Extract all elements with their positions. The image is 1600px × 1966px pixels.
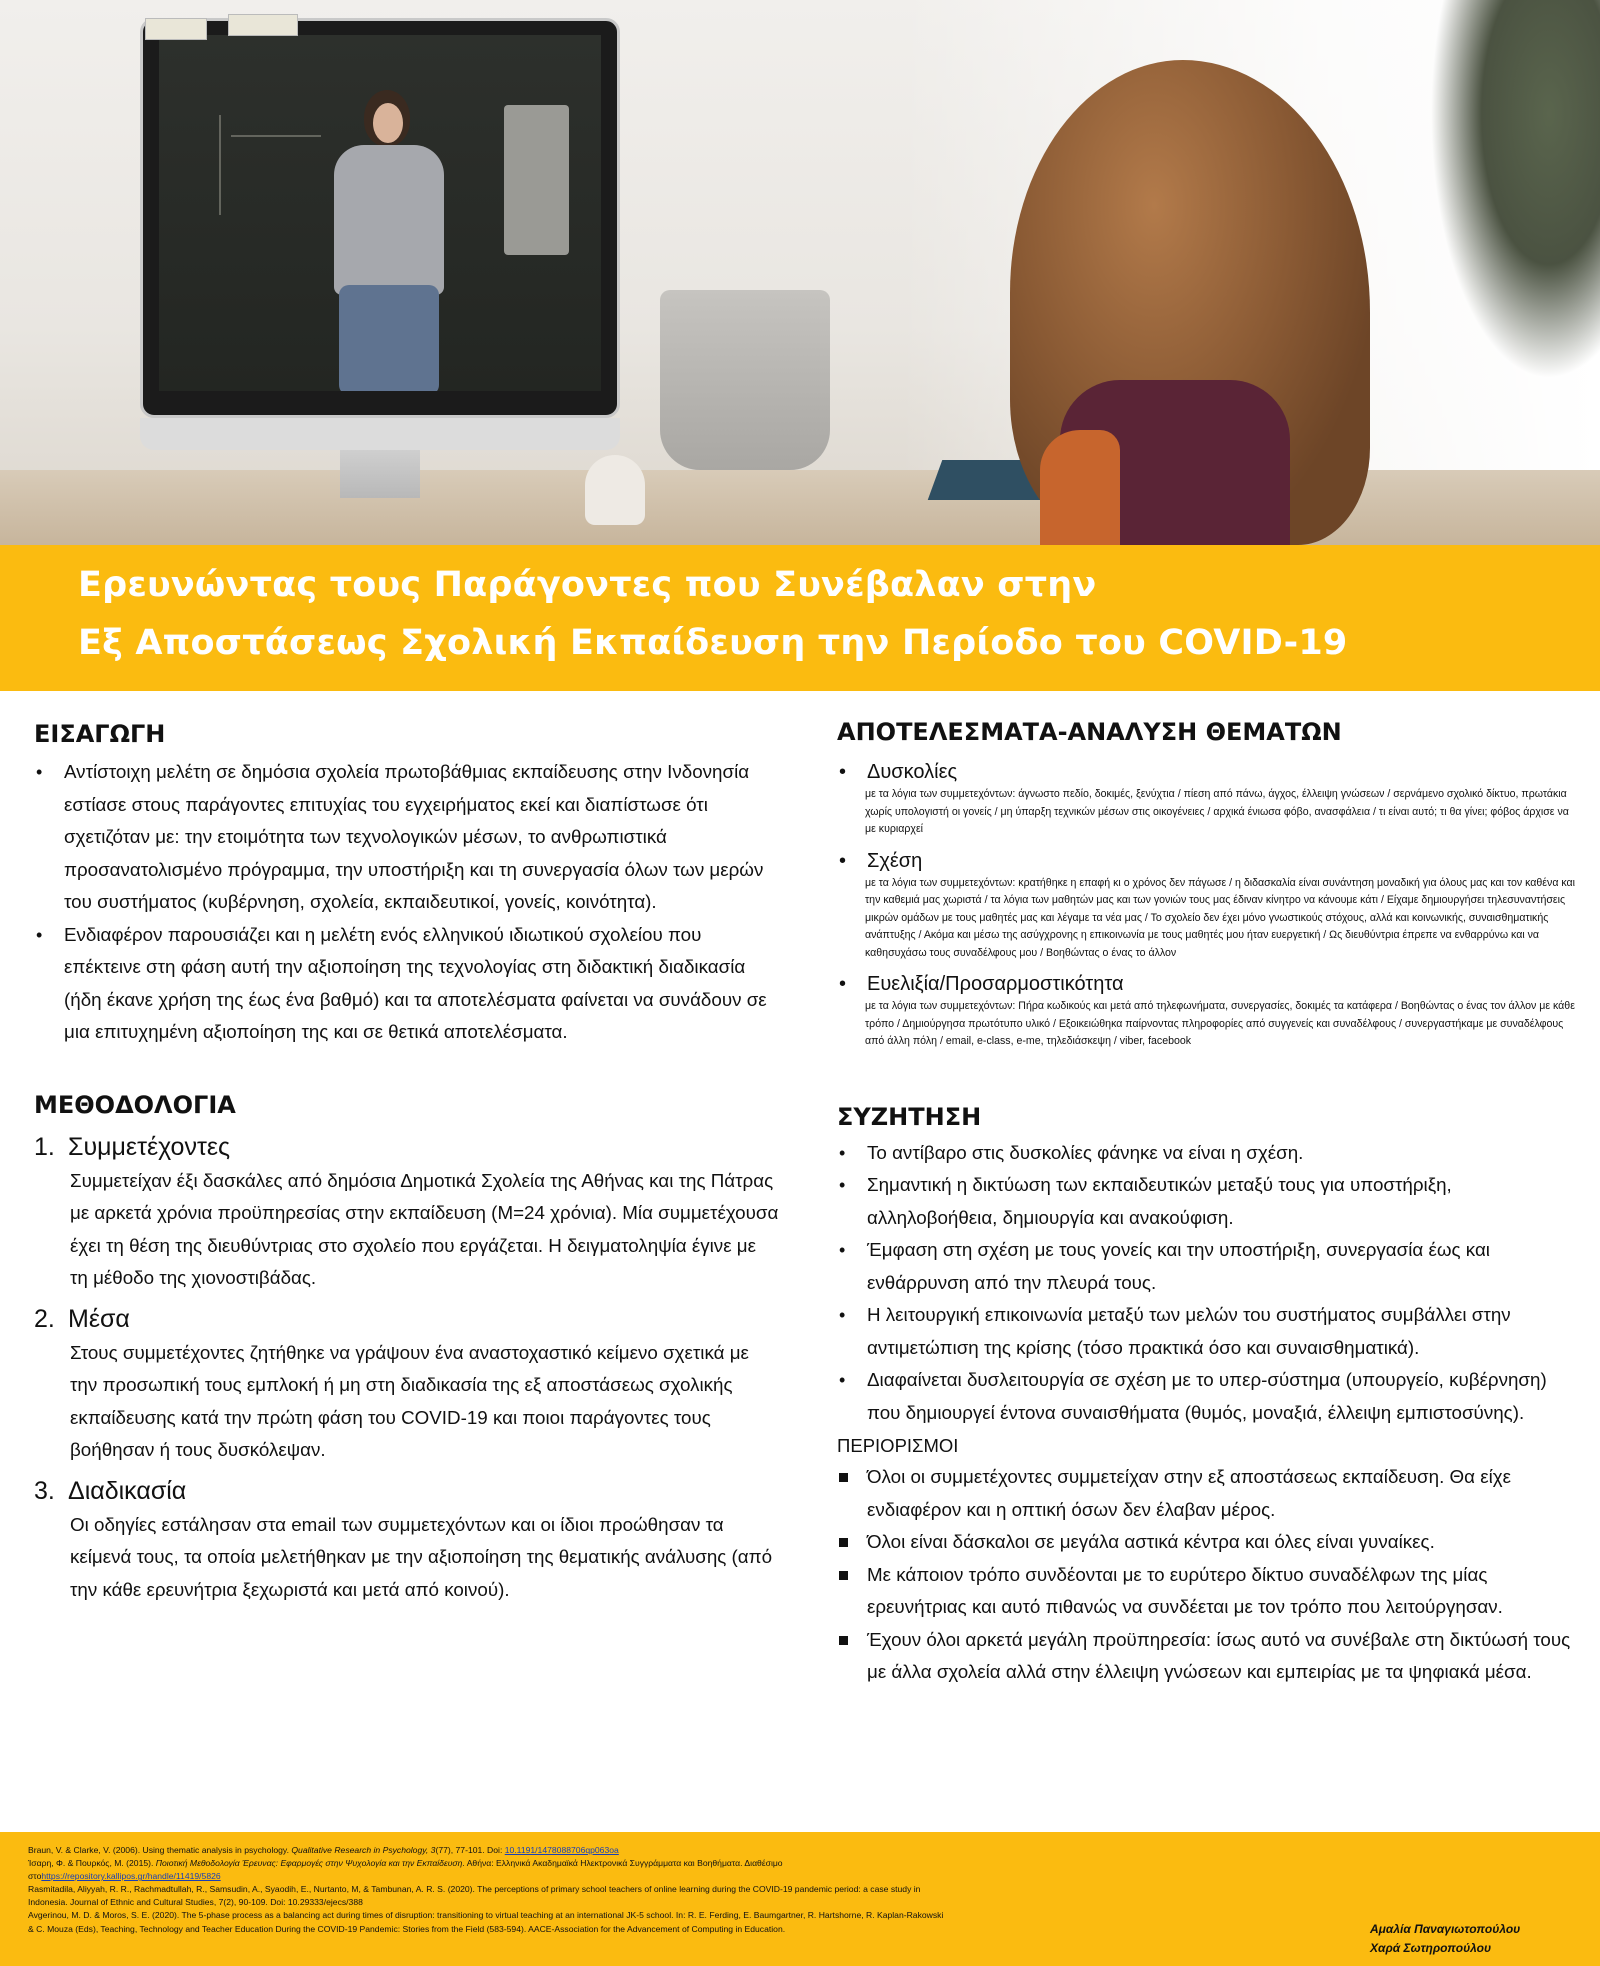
bullet-icon: • <box>36 762 43 782</box>
monitor-stand <box>340 450 420 498</box>
footer-band <box>0 1832 1600 1966</box>
reference-4: Avgerinou, M. D. & Moros, S. E. (2020). The 5-phase process as a balancing act during times of disruption: transitioning to virtual teaching at an international JK-5 school. In: R. E. Ferding, E. Baumgartner, R. Hartshorne, R. Kaplan-Rakowski <box>28 1910 944 1921</box>
intro-bullet-1: Αντίστοιχη μελέτη σε δημόσια σχολεία πρωτοβάθμιας εκπαίδευσης στην Ινδονησία εστίασε στους παράγοντες επιτυχίας του εγχειρήματος εκεί και διαπίστωσε ότι σχετιζόταν με: την ετοιμότητα των τεχνολογικών μέσων, το ανθρωπιστικά προσανατολισμένο πρόγραμμα, την υποστήριξη και τη συνεργασία όλων των μερών του συστήματος (κυβέρνηση, σχολεία, εκπαιδευτικοί, γονείς, κοινότητα). <box>64 761 764 912</box>
reference-1 <box>28 1844 1348 1857</box>
method-item-heading <box>34 1129 779 1165</box>
reference-text: Braun, V. & Clarke, V. (2006). Using thematic analysis in psychology. <box>28 1845 292 1855</box>
theme-quote: με τα λόγια των συμμετεχόντων: άγνωστο πεδίο, δοκιμές, ξενύχτια / πίεση από πάνω, άγχος, έλλειψη γνώσεων / σερνάμενο σχολικό δίκτυο, πρωτάκια χωρίς υπολογιστή οι γονείς / μη ύπαρξη τεχνικών μέσων στις οικογένειες / αρχικά ένιωσα φόβο, ανασφάλεια / τι είναι αυτό; τι θα γίνει; φόβος άρχισε να με κυριαρχεί <box>865 788 1569 835</box>
reference-journal: Qualitative Research in Psychology, 3 <box>291 1845 436 1855</box>
intro-bullet-2: Ενδιαφέρον παρουσιάζει και η μελέτη ενός ελληνικού ιδιωτικού σχολείου που επέκτεινε στη φάση αυτή την αξιοποίηση της τεχνολογίας στη διδακτική διαδικασία (ήδη έκανε χρήση της έως ένα βαθμό) και τα αποτελέσματα φαίνεται να συνάδουν σε μια επιτυχημένη αξιοποίηση της και σε θετικά αποτελέσματα. <box>64 923 767 1042</box>
limits-list <box>837 1461 1582 1689</box>
bullet-icon: • <box>839 1175 846 1195</box>
poster-title-line-2: Εξ Αποστάσεως Σχολική Εκπαίδευση την Περίοδο του COVID-19 <box>78 623 1348 663</box>
reference-text: (77), 77-101. Doi: <box>435 1845 505 1855</box>
method-item-title: Συμμετέχοντες <box>68 1132 231 1161</box>
felt-basket <box>660 290 830 470</box>
method-item-number: 3. <box>34 1476 55 1505</box>
method-item-body: Στους συμμετέχοντες ζητήθηκε να γράψουν ένα αναστοχαστικό κείμενο σχετικά με την προσωπική τους εμπλοκή ή μη στη διαδικασία της εξ αποστάσεως σχολικής εκπαίδευσης κατά την πρώτη φάση του COVID-19 και ποιοι παράγοντες τους βοήθησαν ή τους δυσκόλεψαν. <box>70 1341 749 1460</box>
reference-text: . Αθήνα: Ελληνικά Ακαδημαϊκά Ηλεκτρονικά Συγγράμματα και Βοηθήματα. Διαθέσιμο <box>462 1858 783 1869</box>
teacher-face <box>373 103 403 143</box>
bullet-icon: • <box>839 1305 846 1325</box>
method-item-heading <box>34 1473 779 1509</box>
authors <box>1370 1920 1580 1958</box>
computer-monitor <box>140 18 620 498</box>
reference-title: Ποιοτική Μεθοδολογία Έρευνας: Εφαρμογές στην Ψυχολογία και την Εκπαίδευση <box>155 1858 463 1869</box>
repository-link[interactable]: https://repository.kallipos.gr/handle/11419/5826 <box>41 1871 221 1882</box>
reference-4-cont: & C. Mouza (Eds), Teaching, Technology and Teacher Education During the COVID-19 Pandemic: Stories from the Field (583-594). AACE-Association for the Advancement of Computing in Education. <box>28 1923 786 1934</box>
list-item <box>837 1461 1582 1526</box>
intro-heading: ΕΙΣΑΓΩΓΗ <box>34 720 166 748</box>
square-bullet-icon <box>839 1473 848 1482</box>
method-item-title: Μέσα <box>68 1304 130 1333</box>
discussion-bullet-4: Η λειτουργική επικοινωνία μεταξύ των μελών του συστήματος συμβάλλει στην αντιμετώπιση της κρίσης (τόσο πρακτικά όσο και συναισθηματικά). <box>867 1304 1511 1358</box>
limit-item-1: Όλοι οι συμμετέχοντες συμμετείχαν στην εξ αποστάσεως εκπαίδευση. Θα είχε ενδιαφέρον και η οπτική όσων δεν έλαβαν μέρος. <box>867 1466 1511 1520</box>
theme-quote: με τα λόγια των συμμετεχόντων: κρατήθηκε η επαφή κι ο χρόνος δεν πάγωσε / η διδασκαλία είναι συνάντηση μοναδική για όλους μας και τον καθένα και την καθεμιά μας χωριστά / τα λόγια των μαθητών μας και των γονιών τους μας έδιναν κίνητρο να κάνουμε κάτι / Είχαμε δημιουργήσει τηλεσυναντήσεις μικρών ομάδων με τους μαθητές μας και λέγαμε τα νέα μας / Το σχολείο δεν έχει μόνο γνωστικούς στόχους, αλλά και κοινωνικής, συναισθηματικής ανάπτυξης / Ακόμα και μέσω της ασύγχρονης η επικοινωνία με τους μαθητές μου ήταν ευεργετική / Ως διευθύντρια έπρεπε να ενθαρρύνω και να καθησυχάσω τους συναδέλφους μου / Βοηθώντας ο ένας το άλλον <box>865 876 1576 959</box>
square-bullet-icon <box>839 1636 848 1645</box>
discussion-bullet-5: Διαφαίνεται δυσλειτουργία σε σχέση με το υπερ-σύστημα (υπουργείο, κυβέρνηση) που δημιουργεί έντονα συναισθήματα (θυμός, μοναξιά, έλλειψη εμπιστοσύνης). <box>867 1369 1547 1423</box>
desk-lamp <box>585 455 645 525</box>
method-item-title: Διαδικασία <box>68 1476 187 1505</box>
method-item-number: 1. <box>34 1132 55 1161</box>
discussion-bullet-2: Σημαντική η δικτύωση των εκπαιδευτικών μεταξύ τους για υποστήριξη, αλληλοβοήθεια, δημιουργία και ανακούφιση. <box>867 1174 1452 1228</box>
method-item-instruments <box>34 1301 779 1467</box>
theme-difficulties <box>837 758 1582 839</box>
teacher-legs <box>339 285 439 391</box>
limit-item-2: Όλοι είναι δάσκαλοι σε μεγάλα αστικά κέντρα και όλες είναι γυναίκες. <box>867 1531 1435 1552</box>
sticky-note-1 <box>145 18 207 40</box>
theme-flexibility <box>837 970 1582 1051</box>
list-item <box>34 756 779 919</box>
reference-text: Ίσαρη, Φ. & Πουρκός, Μ. (2015). <box>28 1858 156 1869</box>
theme-heading <box>837 970 1582 998</box>
list-item <box>837 1234 1582 1299</box>
limits-heading: ΠΕΡΙΟΡΙΣΜΟΙ <box>837 1435 959 1456</box>
theme-title: Δυσκολίες <box>867 761 958 783</box>
square-bullet-icon <box>839 1571 848 1580</box>
teacher-body <box>334 145 444 295</box>
monitor-bezel <box>140 18 620 418</box>
discussion-bullet-1: Το αντίβαρο στις δυσκολίες φάνηκε να είναι η σχέση. <box>867 1141 1304 1163</box>
bullet-icon: • <box>839 1142 846 1163</box>
author-2: Χαρά Σωτηροπούλου <box>1370 1941 1492 1955</box>
list-item <box>837 1137 1582 1170</box>
felt-board <box>504 105 569 255</box>
method-item-body: Συμμετείχαν έξι δασκάλες από δημόσια Δημοτικά Σχολεία της Αθήνας και της Πάτρας με αρκετά χρόνια προϋπηρεσίας στην εκπαίδευση (M=24 χρόνια). Μία συμμετέχουσα έχει τη θέση της διευθύντριας στο σχολείο που εργάζεται. Η δειγματοληψία έγινε με τη μέθοδο της χιονοστιβάδας. <box>70 1169 779 1288</box>
bullet-icon: • <box>36 924 43 945</box>
discussion-bullets <box>837 1137 1582 1430</box>
list-item <box>837 1624 1582 1689</box>
method-item-procedure <box>34 1473 779 1607</box>
author-1: Αμαλία Παναγιωτοπούλου <box>1370 1922 1521 1936</box>
references <box>28 1844 1348 1936</box>
list-item <box>837 1559 1582 1624</box>
theme-title: Ευελιξία/Προσαρμοστικότητα <box>867 973 1124 995</box>
theme-heading <box>837 758 1582 786</box>
list-item <box>837 1364 1582 1429</box>
theme-relationship <box>837 847 1582 963</box>
bullet-icon: • <box>839 761 847 783</box>
doi-link[interactable]: 10.1191/1478088706qp063oa <box>504 1845 619 1855</box>
limit-item-4: Έχουν όλοι αρκετά μεγάλη προϋπηρεσία: ίσως αυτό να συνέβαλε στη δικτύωσή τους με άλλα σχολεία αλλά στην έλλειψη γνώσεων και εμπειρίας με τα ψηφιακά μέσα. <box>867 1628 1571 1682</box>
limit-item-3: Με κάποιον τρόπο συνδέονται με το ευρύτερο δίκτυο συναδέλφων της μίας ερευνήτριας και αυτό πιθανώς να συνδέεται με τον τρόπο που λειτούργησαν. <box>867 1563 1503 1617</box>
reference-3: Rasmitadila, Aliyyah, R. R., Rachmadtullah, R., Samsudin, A., Syaodih, E., Nurtanto, M, & Tambunan, A. R. S. (2020). The perceptions of primary school teachers of online learning during the COVID-19 pandemic period: a case study in <box>28 1884 921 1895</box>
theme-heading <box>837 847 1582 875</box>
monitor-chin <box>140 418 620 450</box>
intro-bullets <box>34 756 779 1049</box>
title-band <box>0 545 1600 691</box>
list-item <box>34 919 779 1049</box>
bullet-icon: • <box>839 1240 846 1260</box>
theme-quote: με τα λόγια των συμμετεχόντων: Πήρα κωδικούς και μετά από τηλεφωνήματα, συνεργασίες, δοκιμές τα κατάφερα / Βοηθώντας ο ένας τον άλλον με κάθε τρόπο / Δημιούργησα πρωτότυπο υλικό / Εξοικειώθηκα παίρνοντας πληροφορίες από συγγενείς και συναδέλφους / συνεργαστήκαμε με συναδέλφους από άλλη πόλη / email, e-class, e-me, τηλεδιάσκεψη / viber, facebook <box>865 1000 1575 1047</box>
theme-title: Σχέση <box>867 849 923 872</box>
reference-3-cont: Indonesia. Journal of Ethnic and Cultural Studies, 7(2), 90-109. Doi: 10.29333/ejecs/388 <box>28 1897 363 1908</box>
reference-2-link-line <box>28 1870 1348 1883</box>
discussion-heading: ΣΥΖΗΤΗΣΗ <box>837 1102 982 1131</box>
bullet-icon: • <box>839 973 847 995</box>
bullet-icon: • <box>839 1370 846 1390</box>
reference-2 <box>28 1857 1348 1870</box>
plant <box>1430 0 1600 380</box>
sticky-note-2 <box>228 14 298 36</box>
method-item-body: Οι οδηγίες εστάλησαν στα email των συμμετεχόντων και οι ίδιοι προώθησαν τα κείμενά τους, τα οποία μελετήθηκαν με την αξιοποίηση της θεματικής ανάλυσης (από την κάθε ερευνήτρια ξεχωριστά και μετά από κοινού). <box>70 1513 773 1600</box>
method-item-participants <box>34 1129 779 1295</box>
reference-text: στο <box>28 1871 42 1882</box>
method-item-number: 2. <box>34 1304 55 1333</box>
results-heading: ΑΠΟΤΕΛΕΣΜΑΤΑ-ΑΝΑΛΥΣΗ ΘΕΜΑΤΩΝ <box>837 718 1342 746</box>
methodology-heading: ΜΕΘΟΔΟΛΟΓΙΑ <box>34 1090 236 1119</box>
poster-title-line-1: Ερευνώντας τους Παράγοντες που Συνέβαλαν στην <box>78 565 1097 605</box>
right-column <box>837 718 1582 1689</box>
list-item <box>837 1526 1582 1559</box>
left-column <box>34 718 779 1606</box>
square-bullet-icon <box>839 1538 848 1547</box>
list-item <box>837 1169 1582 1234</box>
chalkboard-table <box>219 115 329 215</box>
method-item-heading <box>34 1301 779 1337</box>
discussion-bullet-3: Έμφαση στη σχέση με τους γονείς και την υποστήριξη, συνεργασία έως και ενθάρρυνση από την πλευρά τους. <box>867 1239 1490 1293</box>
video-call-screen <box>159 35 601 391</box>
bullet-icon: • <box>839 849 847 872</box>
student-sleeve <box>1040 430 1120 545</box>
list-item <box>837 1299 1582 1364</box>
hero-photo <box>0 0 1600 545</box>
